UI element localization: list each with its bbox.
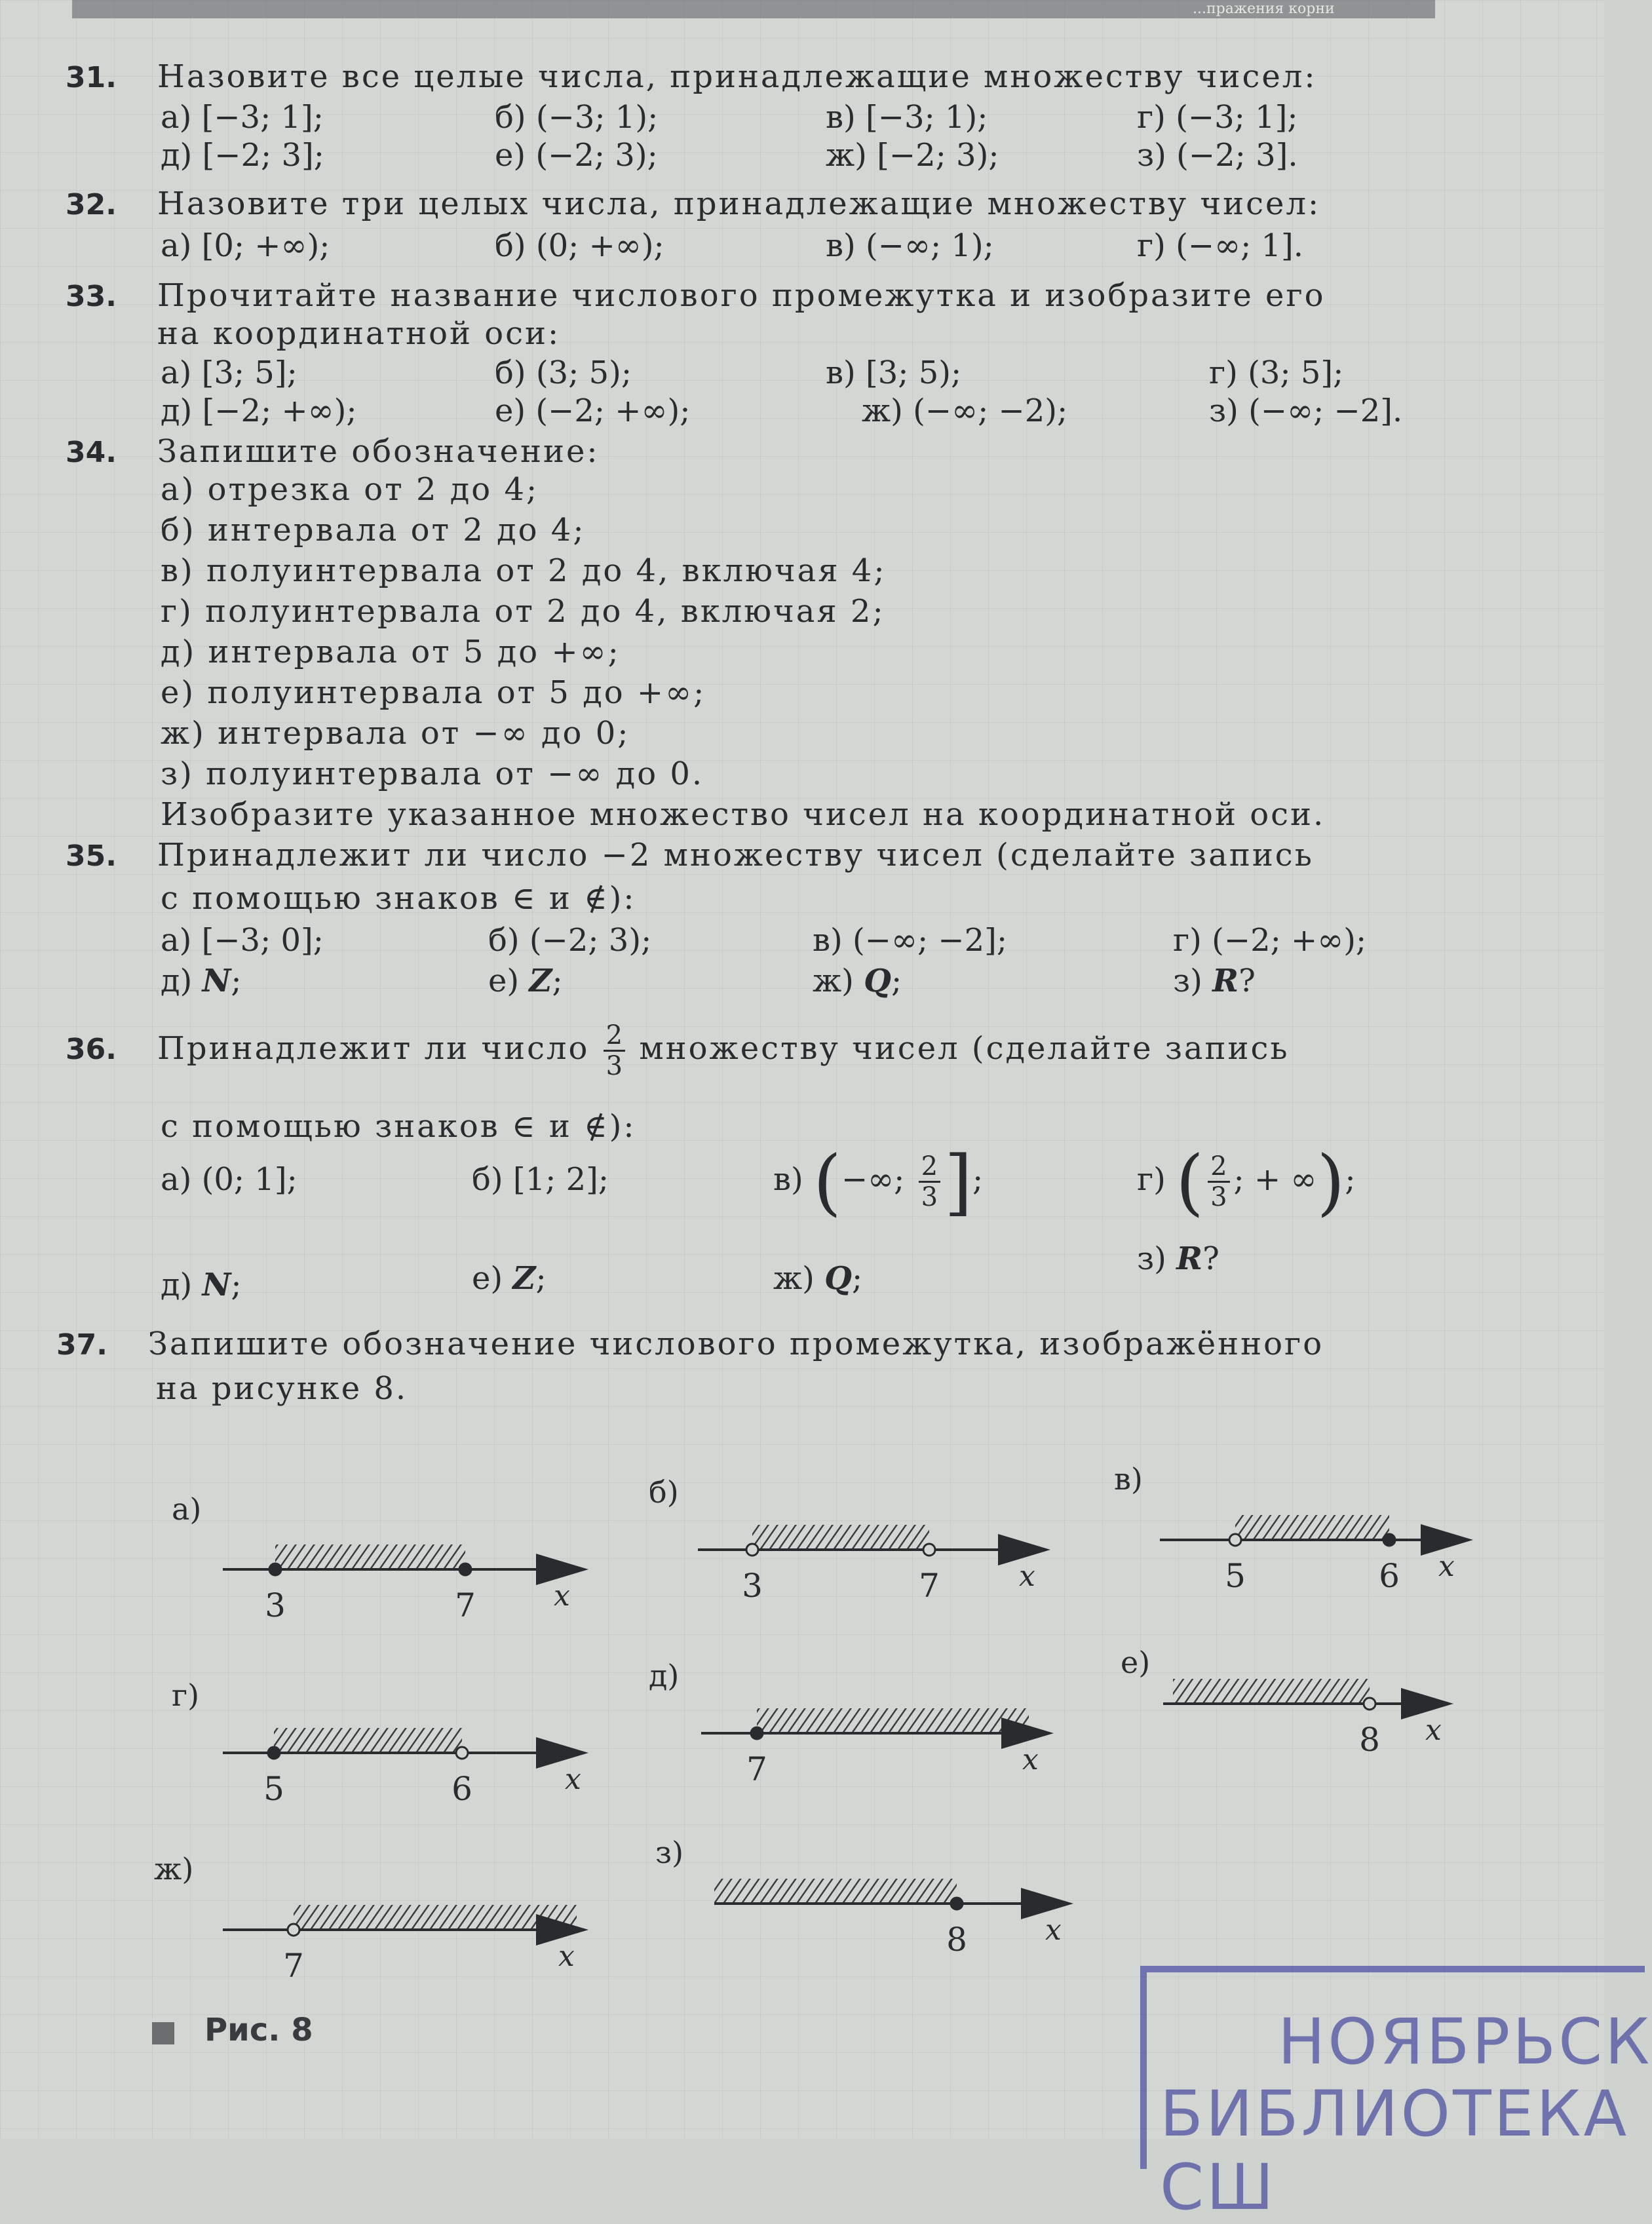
panel-letter: ж) bbox=[154, 1851, 194, 1887]
option-letter: д) bbox=[161, 963, 193, 999]
exercise-number: 33. bbox=[66, 280, 117, 313]
open-point bbox=[923, 1544, 935, 1556]
panel-letter: г) bbox=[172, 1678, 200, 1713]
exercise-text: Принадлежит ли число bbox=[157, 1030, 590, 1067]
exercise-34-footer: Изобразите указанное множество чисел на координатной оси. bbox=[161, 796, 1326, 833]
set-symbol: Q bbox=[824, 1260, 852, 1297]
option-letter: г) bbox=[1137, 1161, 1166, 1198]
option-v: в) (−∞; $\frac{2}{3}$ ]; bbox=[773, 1140, 984, 1224]
exercise-number: 35. bbox=[66, 839, 117, 873]
exercise-34-item: д) интервала от 5 до +∞; bbox=[161, 634, 621, 670]
open-point bbox=[456, 1747, 468, 1759]
exercise-number: 31. bbox=[66, 61, 117, 94]
exercise-34-item: е) полуинтервала от 5 до +∞; bbox=[161, 674, 706, 711]
exercise-text: Назовите три целых числа, принадлежащие множеству чисел: bbox=[157, 185, 1321, 222]
option: д) [−2; 3]; bbox=[161, 137, 324, 174]
option: ж) (−∞; −2); bbox=[862, 393, 1068, 429]
axis-variable-label: x bbox=[565, 1763, 581, 1796]
option: д) [−2; +∞); bbox=[161, 393, 357, 429]
fraction-numerator: 2 bbox=[604, 1021, 625, 1052]
panel-letter: а) bbox=[172, 1491, 202, 1527]
option-tail: ; bbox=[851, 1260, 863, 1297]
closed-point bbox=[1383, 1534, 1395, 1546]
option-letter: ж) bbox=[813, 963, 854, 999]
panel-letter: б) bbox=[649, 1474, 679, 1510]
option-tail: ; bbox=[535, 1260, 547, 1297]
tick-label: 7 bbox=[919, 1567, 940, 1605]
tick-label: 5 bbox=[263, 1770, 284, 1808]
option-tail: ; bbox=[891, 963, 902, 999]
option: б) [1; 2]; bbox=[472, 1161, 609, 1198]
option: а) (0; 1]; bbox=[161, 1161, 298, 1198]
fraction-denominator: 3 bbox=[921, 1182, 938, 1212]
exercise-37-text-line2: на рисунке 8. bbox=[156, 1370, 408, 1407]
shaded-interval bbox=[274, 1728, 462, 1753]
number-line-panel bbox=[698, 1525, 1045, 1605]
axis-variable-label: x bbox=[1019, 1560, 1035, 1593]
fraction-numerator: 2 bbox=[1208, 1152, 1229, 1183]
set-symbol: R bbox=[1176, 1240, 1203, 1277]
panel-letter: в) bbox=[1114, 1461, 1143, 1497]
exercise-34-item: в) полуинтервала от 2 до 4, включая 4; bbox=[161, 552, 887, 589]
tick-label: 3 bbox=[265, 1586, 286, 1624]
option: в) (−∞; 1); bbox=[826, 227, 994, 264]
option: ж) [−2; 3); bbox=[826, 137, 999, 174]
panel-letter: з) bbox=[655, 1835, 684, 1870]
option: з) (−2; 3]. bbox=[1137, 137, 1298, 174]
shaded-interval bbox=[752, 1525, 929, 1550]
option: а) [3; 5]; bbox=[161, 355, 298, 391]
option: а) [−3; 1]; bbox=[161, 99, 324, 136]
tick-label: 8 bbox=[1359, 1721, 1380, 1759]
option: в) (−∞; −2]; bbox=[813, 922, 1008, 959]
exercise-number: 37. bbox=[56, 1328, 107, 1362]
open-paren: ( bbox=[813, 1140, 841, 1224]
set-symbol: N bbox=[202, 1267, 231, 1303]
option: г) (−2; +∞); bbox=[1173, 922, 1367, 959]
closed-point bbox=[268, 1747, 280, 1759]
tick-label: 7 bbox=[455, 1586, 476, 1624]
option-letter: з) bbox=[1137, 1240, 1166, 1277]
option-tail: ; bbox=[231, 963, 242, 999]
option: в) [3; 5); bbox=[826, 355, 962, 391]
number-line-panel bbox=[714, 1879, 1068, 1959]
tick-label: 6 bbox=[451, 1770, 472, 1808]
tick-label: 7 bbox=[746, 1750, 767, 1788]
open-point bbox=[1229, 1534, 1241, 1546]
option-g: г) ( $\frac{2}{3}$ ; + ∞); bbox=[1137, 1140, 1356, 1224]
number-line-panel bbox=[223, 1728, 583, 1808]
exercise-36-text-line2: с помощью знаков ∈ и ∉): bbox=[161, 1108, 636, 1145]
number-line-panel bbox=[701, 1708, 1048, 1788]
close-paren: ) bbox=[1316, 1140, 1345, 1224]
tick-label: 7 bbox=[283, 1947, 304, 1985]
exercise-34-item: а) отрезка от 2 до 4; bbox=[161, 471, 539, 508]
interval-right: ; + ∞ bbox=[1233, 1161, 1317, 1198]
exercise-34-item: г) полуинтервала от 2 до 4, включая 2; bbox=[161, 593, 885, 630]
fraction-denominator: 3 bbox=[1210, 1182, 1227, 1212]
option: г) (−∞; 1]. bbox=[1137, 227, 1304, 264]
option: е) (−2; 3); bbox=[495, 137, 658, 174]
exercise-text: Принадлежит ли число −2 множеству чисел (сделайте запись bbox=[157, 837, 1314, 873]
set-symbol: Z bbox=[512, 1260, 536, 1297]
axis-variable-label: x bbox=[1438, 1550, 1455, 1583]
number-line-panel bbox=[223, 1544, 583, 1624]
option: б) (−2; 3); bbox=[488, 922, 652, 959]
option-tail: ; bbox=[552, 963, 563, 999]
tick-label: 5 bbox=[1225, 1557, 1246, 1595]
option: б) (3; 5); bbox=[495, 355, 632, 391]
exercise-text: Назовите все целые числа, принадлежащие множеству чисел: bbox=[157, 58, 1317, 95]
set-symbol: R bbox=[1212, 963, 1239, 999]
number-line-panel bbox=[1160, 1515, 1468, 1595]
stamp-text-line2: БИБЛИОТЕКА СШ bbox=[1160, 2077, 1630, 2224]
shaded-interval bbox=[1235, 1515, 1389, 1540]
open-paren: ( bbox=[1176, 1140, 1204, 1224]
number-line-panel bbox=[1163, 1679, 1448, 1759]
fraction-denominator: 3 bbox=[605, 1051, 623, 1081]
top-strip-text: ...пражения корни bbox=[1193, 1, 1335, 17]
tick-label: 8 bbox=[946, 1921, 967, 1959]
closed-point bbox=[951, 1898, 963, 1909]
exercise-34-item: з) полуинтервала от −∞ до 0. bbox=[161, 756, 704, 792]
option: е) (−2; +∞); bbox=[495, 393, 691, 429]
option-tail: ; bbox=[231, 1267, 242, 1303]
tick-label: 3 bbox=[742, 1567, 763, 1605]
exercise-number: 32. bbox=[66, 188, 117, 221]
option-letter: в) bbox=[773, 1161, 803, 1198]
closed-point bbox=[751, 1727, 763, 1739]
closed-point bbox=[459, 1563, 471, 1575]
exercise-text: Запишите обозначение числового промежутка, изображённого bbox=[148, 1326, 1324, 1362]
set-symbol: Q bbox=[864, 963, 891, 999]
option-letter: е) bbox=[488, 963, 520, 999]
number-line-panel bbox=[223, 1905, 583, 1985]
option: а) [0; +∞); bbox=[161, 227, 330, 264]
option: г) (−3; 1]; bbox=[1137, 99, 1298, 136]
option-letter: ж) bbox=[773, 1260, 815, 1297]
exercise-number: 36. bbox=[66, 1033, 117, 1066]
stamp-text-line1: НОЯБРЬСК bbox=[1278, 2005, 1652, 2079]
option-letter: д) bbox=[161, 1267, 193, 1303]
shaded-interval bbox=[1173, 1679, 1370, 1704]
option: б) (0; +∞); bbox=[495, 227, 664, 264]
option: г) (3; 5]; bbox=[1209, 355, 1344, 391]
option: а) [−3; 0]; bbox=[161, 922, 324, 959]
fraction-numerator: 2 bbox=[919, 1152, 940, 1183]
exercise-33-text-line2: на координатной оси: bbox=[157, 315, 561, 352]
axis-variable-label: x bbox=[1425, 1714, 1442, 1747]
option-tail: ? bbox=[1202, 1240, 1220, 1277]
axis-variable-label: x bbox=[558, 1940, 575, 1973]
shaded-interval bbox=[714, 1879, 957, 1904]
option-letter: е) bbox=[472, 1260, 503, 1297]
close-bracket: ] bbox=[944, 1140, 972, 1224]
option: в) [−3; 1); bbox=[826, 99, 988, 136]
exercise-34-item: ж) интервала от −∞ до 0; bbox=[161, 715, 630, 752]
shaded-interval bbox=[294, 1905, 577, 1930]
tick-label: 6 bbox=[1379, 1557, 1400, 1595]
exercise-number: 34. bbox=[66, 436, 117, 469]
figure-caption: Рис. 8 bbox=[204, 2012, 313, 2048]
axis-variable-label: x bbox=[1045, 1913, 1062, 1947]
option: б) (−3; 1); bbox=[495, 99, 659, 136]
exercise-text: Запишите обозначение: bbox=[157, 433, 600, 470]
axis-variable-label: x bbox=[1022, 1743, 1039, 1776]
open-point bbox=[288, 1924, 299, 1936]
shaded-interval bbox=[757, 1708, 1029, 1733]
option-tail: ? bbox=[1239, 963, 1256, 999]
closed-point bbox=[269, 1563, 281, 1575]
interval-left: −∞; bbox=[841, 1161, 905, 1198]
open-point bbox=[746, 1544, 758, 1556]
exercise-34-item: б) интервала от 2 до 4; bbox=[161, 512, 586, 548]
axis-variable-label: x bbox=[554, 1579, 570, 1613]
figure-marker-square bbox=[152, 2022, 174, 2044]
option-letter: з) bbox=[1173, 963, 1202, 999]
exercise-35-text-line2: с помощью знаков ∈ и ∉): bbox=[161, 880, 636, 917]
panel-letter: д) bbox=[649, 1658, 680, 1693]
exercise-text: Прочитайте название числового промежутка и изобразите его bbox=[157, 277, 1326, 314]
panel-letter: е) bbox=[1121, 1645, 1151, 1680]
set-symbol: Z bbox=[529, 963, 552, 999]
open-point bbox=[1364, 1698, 1375, 1710]
set-symbol: N bbox=[202, 963, 231, 999]
shaded-interval bbox=[275, 1544, 465, 1569]
exercise-text-cont: множеству чисел (сделайте запись bbox=[639, 1030, 1290, 1067]
option: з) (−∞; −2]. bbox=[1209, 393, 1403, 429]
